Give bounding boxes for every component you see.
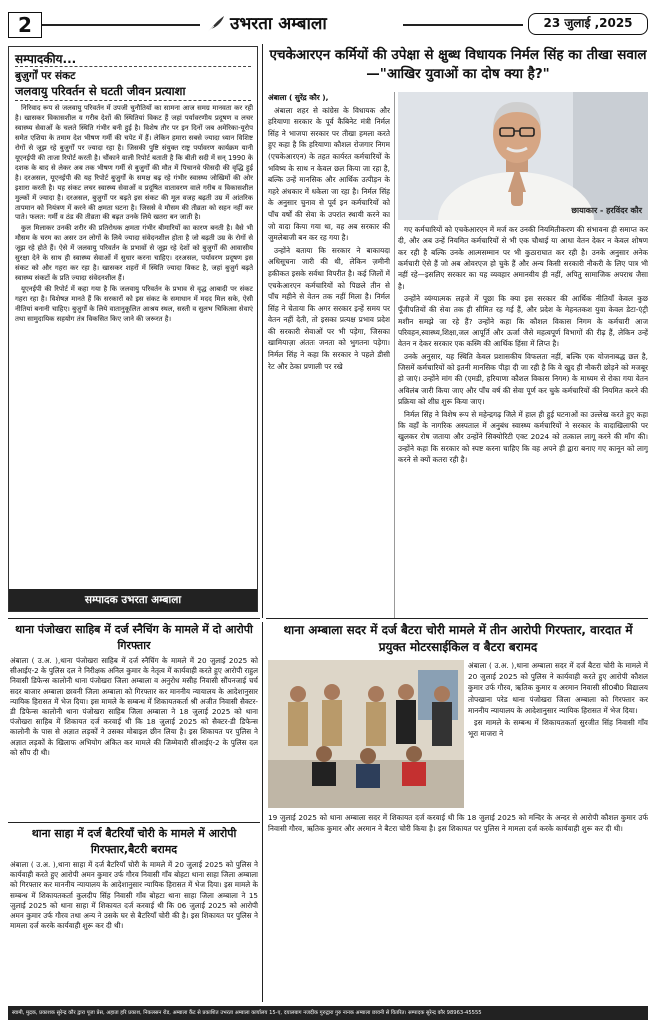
paper-name: उभरता अम्बाला [230, 14, 327, 34]
saha-story-headline: थाना साहा में दर्ज बैटरियाँ चोरी के मामले में आरोपी गिरफ्तार,बैटरी बरामद [31, 827, 237, 856]
sadar-paragraph: अंबाला ( उ.अ. ),थाना अम्बाला सदर में दर्ज बैटरा चोरी के मामले में 20 जुलाई 2025 को पुलिस ने कार्यवाही करते हुए आरोपी कौशल कुमार उर्फ गौरव, ऋतिक कुमार व अरमान निवासी सी0बी0 विद्यालय तोपखाना परेड थाना पंजोखरा जिला अम्बाला को गिरफ्तार कर माननीय न्यायालय के आदेशानुसार न्यायिक हिरासत में भेज दिया। [468, 661, 648, 715]
sadar-paragraph: 19 जुलाई 2025 को थाना अम्बाला सदर में शिकायत दर्ज करवाई थी कि 18 जुलाई 2025 को मन्दिर के अन्दर से आरोपी कौशल कुमार उर्फ निवासी गौरव, ऋतिक कुमार और अरमान ने बैटरा चोरी किया है। इस शिकायत पर पुलिस ने मामला दर्ज करके कार्यवाही शुरू कर दी थी। [268, 813, 648, 834]
sadar-story-full-body [268, 812, 648, 1000]
page-number: 2 [8, 12, 42, 38]
lead-story-right-column [398, 224, 648, 614]
panjokhra-story-headline: थाना पंजोखरा साहिब में दर्ज स्नैचिंग के मामले में दो आरोपी गिरफ्तार [15, 623, 253, 652]
issue-date: 23 जुलाई ,2025 [528, 13, 648, 35]
saha-paragraph: अंबाला ( उ.अ. ),थाना साहा में दर्ज बैटरियाँ चोरी के मामले में 20 जुलाई 2025 को पुलिस ने कार्यवाही करते हुए आरोपी अमन कुमार उर्फ गौरव निवासी गाँव बोहटा थाना साहा जिला अम्बाला को गिरफ्तार कर माननीय न्यायालय के आदेशानुसार न्यायिक हिरासत में भेज दिया। इस मामले के सम्बन्ध में शिकायतकर्ता कुलदीप सिंह निवासी गाँव बोहटा थाना साहा जिला अम्बाला ने 15 जुलाई 2025 को थाना साहा में शिकायत दर्ज करवाई थी कि 06 जुलाई 2025 को आरोपी अमन कुमार उर्फ गौरव तथा अन्य ने उसके घर से बैटरियाँ चोरी की है। इस शिकायत पर पुलिस ने मामला दर्ज करके कार्यवाही शुरू कर दी थी। [10, 860, 258, 931]
sadar-story-headline: थाना अम्बाला सदर में दर्ज बैटरा चोरी मामले में तीन आरोपी गिरफ्तार, वारदात में प्रयुक्त मोटरसाईकिल व बैटरा बरामद [283, 623, 633, 654]
editorial-headline-1: बुज़ुर्गों पर संकट [15, 70, 76, 82]
lead-paragraph: उनके अनुसार, यह स्थिति केवल प्रशासकीय विफलता नहीं, बल्कि एक योजनाबद्ध छल है, जिसमें कर्मचारियों को इतनी मानसिक पीड़ा दी जा रही है कि वे खुद ही नौकरी छोड़ने को मजबूर हो जाएं। उन्होंने मांग की (एमडी, हरियाणा कौशल विकास निगम) के माध्यम से रोका गया वेतन अविलंब जारी किया जाए और पाँच वर्ष की सेवा पूर्ण कर चुके कर्मचारियों की नियमित करने की प्रक्रिया को शीघ्र शुरू किया जाए। [398, 351, 648, 407]
masthead [8, 12, 648, 38]
sadar-paragraph: इस मामले के सम्बन्ध में शिकायतकर्ता सुरजीत सिंह निवासी गाँव भूरा माजरा ने [468, 718, 648, 739]
editorial-paragraph: यूएनईपी की रिपोर्ट में कहा गया है कि जलवायु परिवर्तन के प्रभाव से वृद्ध आबादी पर संकट गहरा रहा है। विशेषज्ञ मानते हैं कि सरकारों को इस संकट के समाधान में मदद मिल सके, ऐसी नीतियां बनानी चाहिए। बुजुर्गों के लिये वातानुकूलित आश्रय स्थल, सस्ती व सुलभ चिकित्सा सेवाएं तथा सामुदायिक सहयोग तंत्र विकसित किए जाने की जरूरत है। [15, 285, 253, 324]
lead-paragraph: उन्होंने बताया कि सरकार ने बाकायदा अधिसूचना जारी की थी, लेकिन ज़मीनी हकीकत इसके सर्वथा विपरीत है। कई जिलों में एचकेआरएन कर्मचारियों को पिछले तीन से पाँच महीने से वेतन तक नहीं मिला है। निर्मल सिंह ने चेताया कि अगर सरकार इन्हें समय पर वेतन नहीं देती, तो इसका प्रत्यक्ष प्रभाव प्रदेश की सरकारी सेवाओं पर भी पड़ेगा, जिसका खामियाज़ा अंततः जनता को भुगतना पड़ेगा। निर्मल सिंह ने कहा कि सरकार ने पहले डीसी रेट और ठेका प्रणाली पर रखे [268, 245, 390, 371]
editorial-section-label: सम्पादकीय... [15, 52, 77, 66]
mla-photo [398, 92, 648, 220]
editorial-body [15, 104, 253, 574]
saha-story-body [10, 860, 258, 1002]
lead-dateline: अंबाला ( सुरेंद्र कौर ), [268, 93, 329, 102]
panjokhra-paragraph: अंबाला ( उ.अ. ),थाना पंजोखरा साहिब में दर्ज स्नैचिंग के मामले में 20 जुलाई 2025 को सीआईए-2 के पुलिस दल ने निरीक्षक अनिल कुमार के नेतृत्व में कार्यवाही करते हुए आरोपी राहुल निवासी डिफेन्स कालोनी थाना पंजोखरा जिला अम्बाला व अनुरोध मसीह निवासी सौंपनजाई चर्च सदर बाजार अम्बाला छावनी जिला अम्बाला को गिरफ्तार कर माननीय न्यायालय के आदेशानुसार न्यायिक हिरासत में भेज दिया। इस मामले के सम्बन्ध में शिकायतकर्ता श्री अजीत निवासी सैक्टर-डी डिफेन्स कालोनी थाना पंजोखरा साहिब जिला अम्बाला ने 18 जुलाई 2025 को थाना पंजोखरा साहिब में शिकायत दर्ज करवाई थी कि 18 जुलाई 2025 को सैक्टर-डी डिफेन्स कालोनी के पास से अज्ञात लड़कों ने उसका मोबाइल छीन लिया है। इस शिकायत पर पुलिस ने अज्ञात लड़कों के खिलाफ अभियोग अंकित कर मामले की जिम्मेवारी सीआईए-2 के पुलिस दल को सौंप दी थी। [10, 656, 258, 757]
editorial-paragraph: निरिवाद रूप से जलवायु परिवर्तन में उपजी चुनौतियों का सामना आज समग्र मानवता कर रही है। खासकर विकासशील व गरीब देशों की स्थितियां विकट हैं जहां पर्यावरणीय प्रदूषण व लचर स्वास्थ्य सेवाओं के चलते स्थिति गंभीर बनी हुई है। विशेष तौर पर इन दिनों जब अमेरिका-यूरोप समेत एशिया के तमाम देश भीषण गर्मी की चपेट में हैं। लेकिन हमारा सबसे ज्यादा ध्यान विशिष्ट रोगों से जूझ रहे बुजुर्गों पर ज्यादा रहा है। जिसकी पुष्टि संयुक्त राष्ट्र पर्यावरण कार्यक्रम यानी यूएनईपी की ताजा रिपोर्ट करती है। चौंकाने वाली रिपोर्ट बताती है कि बीती सदी में सन् 1990 के दशक के बाद से लेकर अब तक भीषण गर्मी से बुजुर्गों की मौत में पिचानवे फीसदी की वृद्धि हुई है। दरअसल, यूएनईपी की यह रिपोर्ट बुजुर्गों के समक्ष बढ़ रहे गंभीर स्वास्थ्य जोखिमों की ओर इशारा करती है। यह संकट लचर स्वास्थ्य सेवाओं व प्रदूषित वातावरण वाले गरीब व विकासशील मुल्कों में ज्यादा है। दरअसल, बुजुर्गों पर बढ़ते इस संकट की मूल वजह बढ़ती उम्र में आंतरिक तापमान को नियंत्रण में करने की क्षमता घटना है। जिससे वे मौसम की तीव्रता को सहन नहीं कर पाते। फलत: गर्मी व ठंड की तीव्रता की बढ़त उनके लिये खतरा बन जाती है। [15, 104, 253, 222]
lead-paragraph: गए कर्मचारियों को एचकेआरएन में मर्ज कर उनकी नियमितीकरण की संभावना ही समाप्त कर दी, और अब उन्हें नियमित कर्मचारियों से भी एक चौथाई या आधा वेतन देकर न केवल शोषण कर रही है बल्कि उनके आत्मसम्मान पर भी कुठाराघात कर रही है। उनके अनुसार अनेक कर्मचारी ऐसे हैं जो अब ओवरएज हो चुके हैं और अन्य किसी सरकारी नौकरी के लिए पात्र भी नहीं रहे—इसलिए सरकार का यह व्यवहार अमानवीय ही नहीं, अपितु सामाजिक अपराध जैसा है। [398, 225, 648, 291]
lead-paragraph: निर्मल सिंह ने विशेष रूप से महेन्द्रगढ़ जिले में हाल ही हुई घटनाओं का उल्लेख करते हुए कहा कि वहाँ के नागरिक अस्पताल में अनुबंध स्वास्थ्य कर्मचारियों ने सरकार के वादाखिलाफी पर खुलकर रोष जताया और उन्होंने सिक्योरिटी एक्ट 2024 को तत्काल लागू करने की माँग की। उन्होंने कहा कि सरकार को स्पष्ट करना चाहिए कि वह अपने ही द्वारा बनाए गए कानून को लागू करने से क्यों कतरा रही है। [398, 409, 648, 464]
lead-story-headline: एचकेआरएन कर्मियों की उपेक्षा से क्षुब्ध विधायक निर्मल सिंह का तीखा सवाल—"आखिर युवाओं का दोष क्या है?" [269, 47, 647, 82]
editorial-paragraph: कुल मिलाकर उनकी शरीर की प्रतिरोधक क्षमता गंभीर बीमारियों का कारण बनती है। वैसे भी मौसम के चरम का असर उन लोगों के लिये ज्यादा संवेदनशील होता है जो बढ़ती उम्र के रोगों से जूझ रहे होते हैं। ऐसे में जलवायु परिवर्तन के प्रभावों से जूझ रहे देशों को बुजुर्गों की आवासीय सुरक्षा देने के साथ ही स्वास्थ्य सेवाओं में सुधार करना चाहिए। दरअसल, पर्यावरण प्रदूषण इस संकट को और गहरा कर रहा है। खासकर शहरों में स्थिति ज्यादा विकट है, जहां बुजुर्ग बढ़ते स्वास्थ्य संकटों के प्रति ज्यादा संवेदनशील हैं। [15, 224, 253, 283]
editorial [8, 46, 258, 612]
panjokhra-story-body [10, 656, 258, 820]
imprint-bar [8, 1006, 648, 1020]
photo-credit: छायाकार - हरविंदर कौर [571, 206, 642, 215]
editorial-footer [9, 589, 257, 611]
editorial-headline-2: जलवायु परिवर्तन से घटती जीवन प्रत्याशा [15, 84, 186, 98]
lead-paragraph: अंबाला शहर से कांग्रेस के विधायक और हरियाणा सरकार के पूर्व कैबिनेट मंत्री निर्मल सिंह ने भाजपा सरकार पर तीखा हमला करते हुए कहा है कि हरियाणा कौशल रोजगार निगम (एचकेआरएन) के तहत कार्यरत कर्मचारियों के भविष्य के साथ न केवल छल किया जा रहा है, बल्कि उन्हें मानसिक और आर्थिक उत्पीड़न के गहरे अंधकार में धकेला जा रहा है। निर्मल सिंह के अनुसार चुनाव से पूर्व इन कर्मचारियों को पाँच वर्षों की सेवा के उपरांत स्थायी करने का जो वादा किया गया था, वह अब सरकार की जुमलेबाजी बन कर रह गया है। [268, 105, 390, 243]
lead-story-left-column [268, 92, 390, 618]
lead-paragraph: उन्होंने व्यंग्यात्मक लहजे में पूछा कि क्या इस सरकार की आर्थिक नीतियाँ केवल कुछ पूँजीपतियों की सेवा तक ही सीमित रह गई हैं, और प्रदेश के मेहनतकश युवा केवल डेटा-एंट्री मशीन समझे जा रहे हैं? उन्होंने कहा कि कौशल विकास निगम के कर्मचारी आज परिवहन,स्वास्थ्य,शिक्षा,जल आपूर्ति और ऊर्जा जैसे महत्वपूर्ण विभागों की रीढ़ हैं, लेकिन उन्हें वेतन न देकर सरकार एक कस्मि की आर्थिक हिंसा में लिप्त है। [398, 294, 648, 349]
sadar-story-right-body [468, 660, 648, 810]
imprint-text: स्वामी, मुद्रक, प्रकाशक सुरेन्द्र कौर द्वारा पूजा प्रेस, अहाता हरि प्रकाश, निकलसन रोड, अम्बाला कैंट से प्रकाशित उभरता अम्बाला कार्यालय 15-ए, दयालबाग नजदीक गुरुद्वारा गुरु नानक अम्बाला छावनी से वितरित। सम्पादक सुरेन्द्र कौर 98963-45555 [12, 1010, 482, 1016]
editorial-footer-label: सम्पादक उभरता अम्बाला [84, 594, 182, 606]
accused-group-photo [268, 660, 464, 808]
quill-icon [205, 13, 227, 35]
